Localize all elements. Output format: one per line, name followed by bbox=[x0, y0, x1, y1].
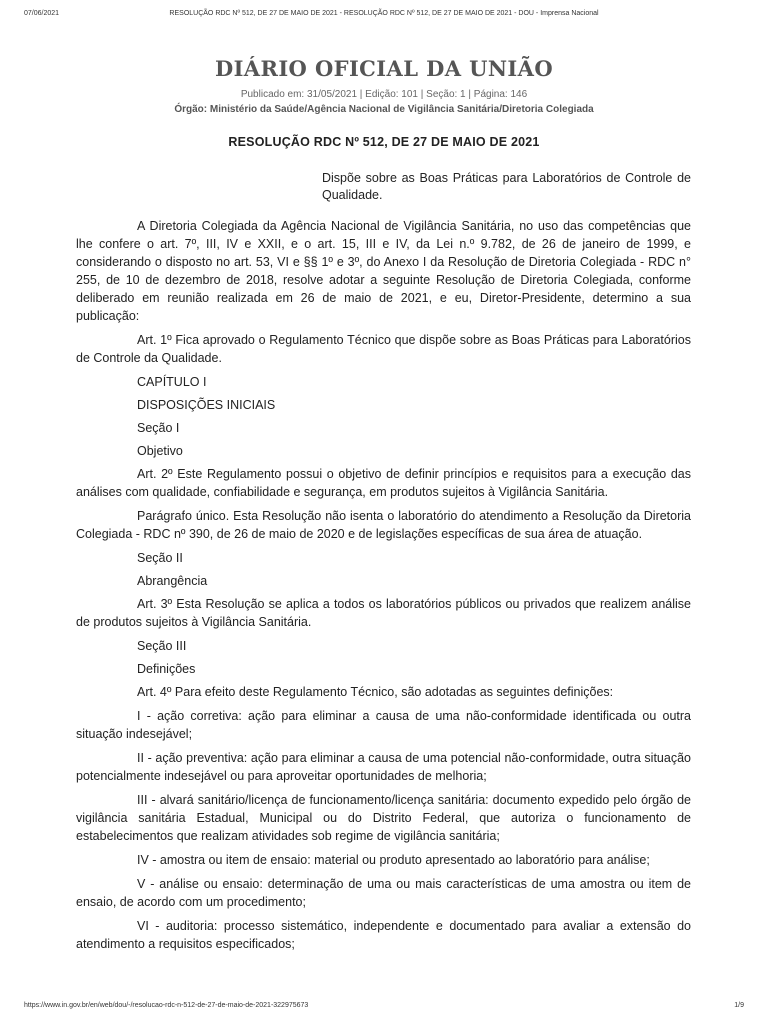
resolution-title: RESOLUÇÃO RDC Nº 512, DE 27 DE MAIO DE 2021 bbox=[228, 135, 540, 149]
article-paragraph: Art. 2º Este Regulamento possui o objetivo de definir princípios e requisitos para a execução das análises com qualidade, confiabilidade e segurança, em produtos sujeitos à Vigilância Sanitária. bbox=[76, 467, 691, 499]
publication-info: Publicado em: 31/05/2021 | Edição: 101 | Seção: 1 | Página: 146 bbox=[240, 89, 528, 100]
section-title: Definições bbox=[137, 662, 196, 676]
definition-item: II - ação preventiva: ação para eliminar a causa de uma potencial não-conformidade, outra situação potencialmente indesejável ou para aproveitar oportunidades de melhoria; bbox=[76, 751, 691, 783]
section-heading: Seção III bbox=[137, 639, 187, 653]
chapter-title: DISPOSIÇÕES INICIAIS bbox=[137, 398, 276, 412]
page-number: 1/9 bbox=[734, 1002, 744, 1009]
masthead bbox=[0, 56, 768, 115]
section-heading: Seção I bbox=[137, 421, 180, 435]
definition-item: V - análise ou ensaio: determinação de uma ou mais características de uma amostra ou item de ensaio, de acordo com um procedimento; bbox=[76, 877, 691, 909]
print-date: 07/06/2021 bbox=[24, 10, 60, 17]
section-title: Abrangência bbox=[137, 574, 208, 588]
print-url: https://www.in.gov.br/en/web/dou/-/resolucao-rdc-n-512-de-27-de-maio-de-2021-322975673 bbox=[24, 1002, 309, 1009]
definition-item: VI - auditoria: processo sistemático, independente e documentado para avaliar a extensão do atendimento a requisitos especificados; bbox=[76, 919, 691, 951]
issuing-organ: Órgão: Ministério da Saúde/Agência Nacional de Vigilância Sanitária/Diretoria Colegiada bbox=[174, 104, 594, 115]
preamble-paragraph: A Diretoria Colegiada da Agência Nacional de Vigilância Sanitária, no uso das competências que lhe confere o art. 7º, III, IV e XXII, e o art. 15, III e IV, da Lei n.º 9.782, de 26 de janeiro de 1999, e considerando o disposto no art. 53, VI e §§ 1º e 3º, do Anexo I da Resolução de Diretoria Colegiada - RDC n° 255, de 10 de dezembro de 2018, resolve adotar a seguinte Resolução de Diretoria Colegiada, conforme deliberado em reunião realizada em 26 de maio de 2021, e eu, Diretor-Presidente, determino a sua publicação: bbox=[76, 219, 691, 323]
article-paragraph: Art. 1º Fica aprovado o Regulamento Técnico que dispõe sobre as Boas Práticas para Laboratórios de Controle da Qualidade. bbox=[76, 333, 691, 365]
definition-item: IV - amostra ou item de ensaio: material ou produto apresentado ao laboratório para análise; bbox=[137, 853, 650, 867]
definition-item: III - alvará sanitário/licença de funcionamento/licença sanitária: documento expedido pelo órgão de vigilância sanitária Estadual, Municipal ou do Distrito Federal, que autoriza o funcionamento de estabelecimentos que realizam atividades sob regime de vigilância sanitária; bbox=[76, 793, 691, 843]
print-footer bbox=[24, 1002, 744, 1014]
document-body bbox=[76, 217, 691, 959]
journal-name: DIÁRIO OFICIAL DA UNIÃO bbox=[214, 56, 554, 81]
article-paragraph: Art. 3º Esta Resolução se aplica a todos os laboratórios públicos ou privados que realizem análise de produtos sujeitos à Vigilância Sanitária. bbox=[76, 597, 691, 629]
print-header bbox=[24, 10, 744, 22]
section-heading: Seção II bbox=[137, 551, 183, 565]
print-page-title: RESOLUÇÃO RDC Nº 512, DE 27 DE MAIO DE 2021 - RESOLUÇÃO RDC Nº 512, DE 27 DE MAIO DE 2021 - DOU - Imprensa Nacional bbox=[169, 10, 599, 17]
section-title: Objetivo bbox=[137, 444, 183, 458]
sole-paragraph: Parágrafo único. Esta Resolução não isenta o laboratório do atendimento a Resolução da Diretoria Colegiada - RDC nº 390, de 26 de maio de 2020 e de legislações específicas de sua área de atuação. bbox=[76, 509, 691, 541]
article-paragraph: Art. 4º Para efeito deste Regulamento Técnico, são adotadas as seguintes definições: bbox=[137, 685, 614, 699]
chapter-heading: CAPÍTULO I bbox=[137, 375, 207, 389]
ementa: Dispõe sobre as Boas Práticas para Laboratórios de Controle de Qualidade. bbox=[322, 171, 691, 202]
definition-item: I - ação corretiva: ação para eliminar a causa de uma não-conformidade identificada ou outra situação indesejável; bbox=[76, 709, 691, 741]
